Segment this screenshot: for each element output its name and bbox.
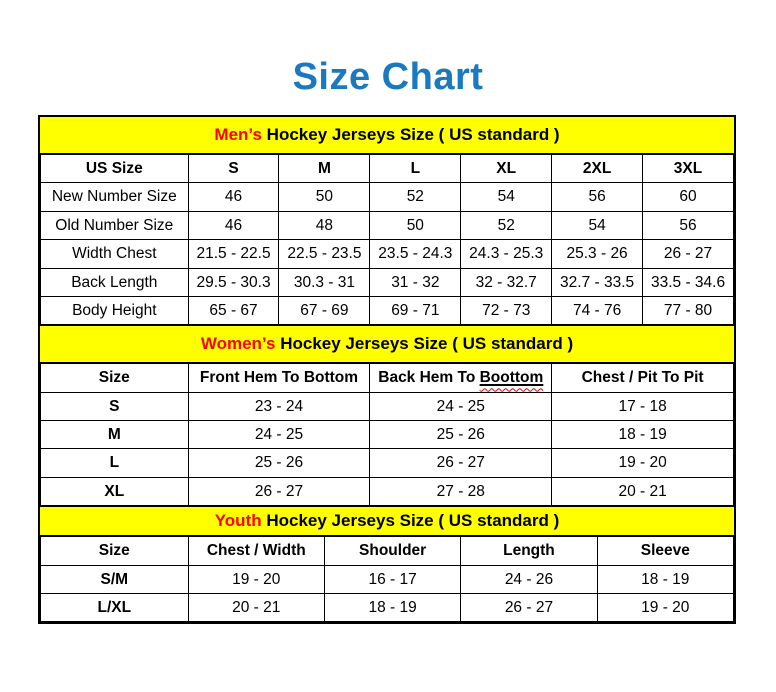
cell: 27 - 28 xyxy=(370,477,552,505)
cell: 46 xyxy=(188,183,279,211)
table-row xyxy=(41,477,734,505)
row-label: L xyxy=(41,449,189,477)
cell: 19 - 20 xyxy=(188,565,324,593)
cell: 54 xyxy=(461,183,552,211)
cell: 20 - 21 xyxy=(188,593,324,621)
column-header: Chest / Width xyxy=(188,537,324,565)
cell: 18 - 19 xyxy=(597,565,733,593)
cell: 56 xyxy=(643,211,734,239)
cell: 26 - 27 xyxy=(188,477,370,505)
underlined-word xyxy=(480,369,544,386)
cell: 29.5 - 30.3 xyxy=(188,268,279,296)
youth-table xyxy=(40,536,734,622)
cell: 69 - 71 xyxy=(370,296,461,324)
misspelled-word: Boottom xyxy=(479,369,544,387)
column-header: Length xyxy=(461,537,597,565)
youth-title-text: Hockey Jerseys Size ( US standard ) xyxy=(261,511,560,531)
cell: 50 xyxy=(370,211,461,239)
cell: 23 - 24 xyxy=(188,392,370,420)
cell: 19 - 20 xyxy=(597,593,733,621)
cell: 50 xyxy=(279,183,370,211)
column-header: L xyxy=(370,155,461,183)
cell: 33.5 - 34.6 xyxy=(643,268,734,296)
row-label: S/M xyxy=(41,565,189,593)
cell: 31 - 32 xyxy=(370,268,461,296)
mens-title-text: Hockey Jerseys Size ( US standard ) xyxy=(261,125,560,144)
cell: 25 - 26 xyxy=(370,421,552,449)
mens-title-accent: Men’s xyxy=(214,125,262,144)
cell: 26 - 27 xyxy=(370,449,552,477)
row-label: S xyxy=(41,392,189,420)
womens-title-accent: Women’s xyxy=(200,334,276,354)
column-header-text: Back Hem To xyxy=(378,369,480,387)
cell: 26 - 27 xyxy=(643,240,734,268)
mens-title-band xyxy=(40,117,734,154)
table-row xyxy=(41,421,734,449)
cell: 74 - 76 xyxy=(552,296,643,324)
column-header: Size xyxy=(41,364,189,392)
cell: 17 - 18 xyxy=(552,392,734,420)
column-header: Size xyxy=(41,537,189,565)
table-row xyxy=(41,392,734,420)
cell: 26 - 27 xyxy=(461,593,597,621)
column-header xyxy=(370,364,552,392)
page-title: Size Chart xyxy=(292,56,484,98)
row-label: Old Number Size xyxy=(41,211,189,239)
row-label: L/XL xyxy=(41,593,189,621)
cell: 19 - 20 xyxy=(552,449,734,477)
cell: 18 - 19 xyxy=(324,593,460,621)
cell: 25 - 26 xyxy=(188,449,370,477)
cell: 32 - 32.7 xyxy=(461,268,552,296)
cell: 18 - 19 xyxy=(552,421,734,449)
column-header: 3XL xyxy=(643,155,734,183)
cell: 67 - 69 xyxy=(279,296,370,324)
column-header: Shoulder xyxy=(324,537,460,565)
cell: 20 - 21 xyxy=(552,477,734,505)
cell: 24 - 25 xyxy=(370,392,552,420)
column-header: S xyxy=(188,155,279,183)
youth-title-accent: Youth xyxy=(214,511,262,531)
cell: 77 - 80 xyxy=(643,296,734,324)
row-label: M xyxy=(41,421,189,449)
mens-header-row xyxy=(41,155,734,183)
cell: 23.5 - 24.3 xyxy=(370,240,461,268)
row-label: Body Height xyxy=(41,296,189,324)
womens-title-text: Hockey Jerseys Size ( US standard ) xyxy=(275,334,574,354)
cell: 52 xyxy=(370,183,461,211)
column-header: US Size xyxy=(41,155,189,183)
mens-table xyxy=(40,154,734,325)
column-header: Front Hem To Bottom xyxy=(188,364,370,392)
cell: 22.5 - 23.5 xyxy=(279,240,370,268)
column-header: Sleeve xyxy=(597,537,733,565)
cell: 65 - 67 xyxy=(188,296,279,324)
womens-table xyxy=(40,363,734,506)
cell: 72 - 73 xyxy=(461,296,552,324)
cell: 56 xyxy=(552,183,643,211)
womens-header-row xyxy=(41,364,734,392)
table-row xyxy=(41,449,734,477)
cell: 24.3 - 25.3 xyxy=(461,240,552,268)
row-label: New Number Size xyxy=(41,183,189,211)
table-row xyxy=(41,296,734,324)
cell: 46 xyxy=(188,211,279,239)
cell: 54 xyxy=(552,211,643,239)
cell: 24 - 26 xyxy=(461,565,597,593)
table-row xyxy=(41,211,734,239)
cell: 21.5 - 22.5 xyxy=(188,240,279,268)
cell: 16 - 17 xyxy=(324,565,460,593)
column-header: M xyxy=(279,155,370,183)
cell: 48 xyxy=(279,211,370,239)
size-chart xyxy=(38,115,736,624)
youth-header-row xyxy=(41,537,734,565)
cell: 24 - 25 xyxy=(188,421,370,449)
cell: 52 xyxy=(461,211,552,239)
row-label: Width Chest xyxy=(41,240,189,268)
table-row xyxy=(41,565,734,593)
column-header: Chest / Pit To Pit xyxy=(552,364,734,392)
womens-title-band xyxy=(40,325,734,363)
cell: 60 xyxy=(643,183,734,211)
row-label: XL xyxy=(41,477,189,505)
column-header: 2XL xyxy=(552,155,643,183)
table-row xyxy=(41,593,734,621)
table-row xyxy=(41,240,734,268)
table-row xyxy=(41,183,734,211)
youth-title-band xyxy=(40,506,734,536)
column-header: XL xyxy=(461,155,552,183)
cell: 25.3 - 26 xyxy=(552,240,643,268)
cell: 32.7 - 33.5 xyxy=(552,268,643,296)
cell: 30.3 - 31 xyxy=(279,268,370,296)
row-label: Back Length xyxy=(41,268,189,296)
table-row xyxy=(41,268,734,296)
